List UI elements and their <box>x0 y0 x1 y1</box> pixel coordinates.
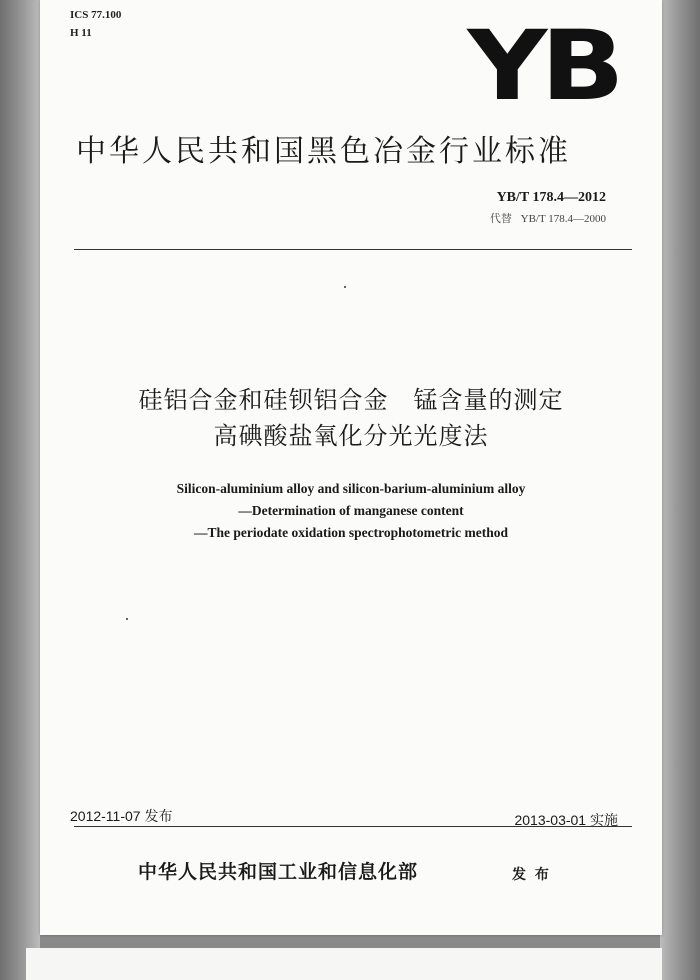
standard-code-block <box>484 190 606 226</box>
industry-standard-title: 中华人民共和国黑色冶金行业标准 <box>76 134 571 169</box>
document-page <box>40 0 662 935</box>
implement-date: 2013-03-01 实施 <box>514 812 618 828</box>
replaces-label: 代替 <box>489 213 512 225</box>
en-title-line1: Silicon-aluminium alloy and silicon-barium-aluminium alloy <box>176 481 526 496</box>
left-margin-shadow <box>0 0 40 980</box>
en-title-line2: —Determination of manganese content <box>238 503 464 518</box>
en-title-line3: —The periodate oxidation spectrophotometric method <box>194 525 508 540</box>
ccs-code: H 11 <box>70 27 92 39</box>
replaces-line <box>484 210 606 226</box>
footer-divider <box>74 826 632 827</box>
cn-title-line1: 硅铝合金和硅钡铝合金 锰含量的测定 <box>138 386 564 414</box>
classification-codes <box>70 6 121 42</box>
replaces-code: YB/T 178.4—2000 <box>520 213 606 225</box>
yb-logo: YB <box>467 10 618 122</box>
publish-date: 2012-11-07 发布 <box>70 808 173 824</box>
speck <box>126 618 128 620</box>
issuing-authority: 中华人民共和国工业和信息化部 <box>138 861 419 883</box>
standard-code: YB/T 178.4—2012 <box>496 190 606 205</box>
issued-label: 发 布 <box>512 867 551 883</box>
cn-title-line2: 高碘酸盐氧化分光光度法 <box>213 422 489 450</box>
right-margin-shadow <box>660 0 700 980</box>
ics-code: ICS 77.100 <box>70 9 122 21</box>
header-divider <box>74 249 632 250</box>
next-page-edge <box>26 948 662 980</box>
speck <box>344 286 346 288</box>
